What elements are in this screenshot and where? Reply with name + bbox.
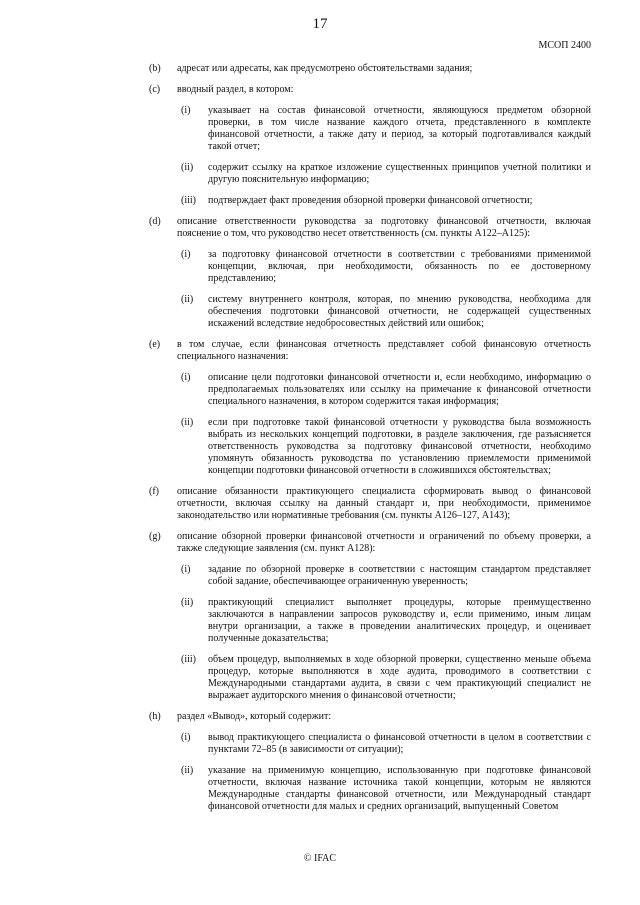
sub-item [0, 564, 640, 588]
sub-item-marker: (ii) [181, 597, 194, 608]
sub-item-text: вывод практикующего специалиста о финансовой отчетности в целом в соответствии с пунктами 72–85 (в зависимости от ситуации); [208, 732, 591, 755]
list-item-marker: (b) [149, 63, 161, 74]
sub-item-text: задание по обзорной проверке в соответствии с настоящим стандартом представляет собой задание, обеспечивающее ограниченную уверенность; [208, 564, 591, 587]
list-item-marker: (h) [149, 711, 161, 722]
sub-item-marker: (i) [181, 249, 191, 260]
sub-item [0, 249, 640, 285]
sub-item [0, 417, 640, 477]
document-code: МСОП 2400 [538, 40, 591, 51]
list-item [0, 216, 640, 330]
list-item [0, 63, 640, 75]
sub-item-marker: (ii) [181, 294, 194, 305]
list-item-marker: (f) [149, 486, 159, 497]
footer-copyright: © IFAC [303, 853, 337, 864]
sub-item-marker: (iii) [181, 654, 196, 665]
list-item-marker: (e) [149, 339, 161, 350]
sub-item-marker: (ii) [181, 765, 194, 776]
sub-item [0, 195, 640, 207]
list-item-text: в том случае, если финансовая отчетность представляет собой финансовую отчетность специального назначения: [177, 339, 591, 362]
list-item-text: раздел «Вывод», который содержит: [177, 711, 332, 722]
sub-item-marker: (i) [181, 372, 191, 383]
sub-item-marker: (i) [181, 105, 191, 116]
sub-item [0, 372, 640, 408]
list-item [0, 84, 640, 207]
page-number: 17 [312, 16, 328, 32]
sub-item-text: объем процедур, выполняемых в ходе обзорной проверки, существенно меньше объема процедур, которые выполняются в ходе аудита, проводимого в соответствии с Международными стандартами аудита, в связи с чем практикующий специалист не выражает аудиторского мнения о финансовой отчетности; [208, 654, 591, 701]
sub-item-text: указывает на состав финансовой отчетности, являющуюся предметом обзорной проверки, в том числе название каждого отчета, представленного в комплекте финансовой отчетности, а также дату и период, за который подготавливался каждый такой отчет; [208, 105, 591, 152]
list-item-marker: (c) [149, 84, 161, 95]
sub-item-text: подтверждает факт проведения обзорной проверки финансовой отчетности; [208, 195, 533, 206]
sub-item-marker: (i) [181, 732, 191, 743]
sub-item-text: описание цели подготовки финансовой отчетности и, если необходимо, информацию о предполагаемых пользователях или ссылку на примечание к финансовой отчетности специального назначения, в котором содержится такая информация; [208, 372, 591, 407]
document-body [0, 63, 640, 822]
sub-item [0, 765, 640, 813]
sub-item-marker: (i) [181, 564, 191, 575]
sub-item [0, 732, 640, 756]
sub-item-text: содержит ссылку на краткое изложение существенных принципов учетной политики и другую пояснительную информацию; [208, 162, 591, 185]
list-item [0, 339, 640, 477]
sub-item-marker: (iii) [181, 195, 196, 206]
sub-item-text: если при подготовке такой финансовой отчетности у руководства была возможность выбрать из нескольких концепций подготовки, в разделе заключения, где разъясняется ответственность руководства за подготовку финансовой отчетности, необходимо упомянуть обязанность руководства по установлению приемлемости применимой концепции подготовки финансовой отчетности в сложившихся обстоятельствах; [208, 417, 591, 476]
sub-item-text: систему внутреннего контроля, которая, по мнению руководства, необходима для обеспечения подготовки финансовой отчетности, не содержащей существенных искажений вследствие недобросовестных действий или ошибок; [208, 294, 591, 329]
list-item [0, 486, 640, 522]
list-item-text: описание обзорной проверки финансовой отчетности и ограничений по объему проверки, а также следующие заявления (см. пункт А128): [177, 531, 591, 554]
sub-item [0, 294, 640, 330]
sub-item [0, 654, 640, 702]
sub-item [0, 105, 640, 153]
sub-item-text: за подготовку финансовой отчетности в соответствии с требованиями применимой концепции, включая, при необходимости, обязанность по ее достоверному представлению; [208, 249, 591, 284]
list-item-text: вводный раздел, в котором: [177, 84, 294, 95]
list-item [0, 711, 640, 813]
list-item-text: описание обязанности практикующего специалиста сформировать вывод о финансовой отчетности, включая ссылку на данный стандарт и, при необходимости, применимое законодательство или нормативные требования (см. пункты А126–127, А143); [177, 486, 591, 521]
list-item-marker: (g) [149, 531, 161, 542]
sub-item-text: указание на применимую концепцию, использованную при подготовке финансовой отчетности, включая название источника такой концепции, которым не являются Международные стандарты финансовой отчетности, или Международный стандарт финансовой отчетности для малых и средних организаций, выпущенный Советом [208, 765, 591, 812]
sub-item-marker: (ii) [181, 417, 194, 428]
sub-item [0, 162, 640, 186]
list-item [0, 531, 640, 702]
sub-item-text: практикующий специалист выполняет процедуры, которые преимущественно заключаются в направлении запросов руководству и, если применимо, иным лицам внутри организации, а также в проведении аналитических процедур, и оценивает полученные доказательства; [208, 597, 591, 644]
list-item-text: описание ответственности руководства за подготовку финансовой отчетности, включая пояснение о том, что руководство несет ответственность (см. пункты А122–А125): [177, 216, 591, 239]
list-item-marker: (d) [149, 216, 161, 227]
sub-item-marker: (ii) [181, 162, 194, 173]
sub-item [0, 597, 640, 645]
list-item-text: адресат или адресаты, как предусмотрено обстоятельствами задания; [177, 63, 473, 74]
